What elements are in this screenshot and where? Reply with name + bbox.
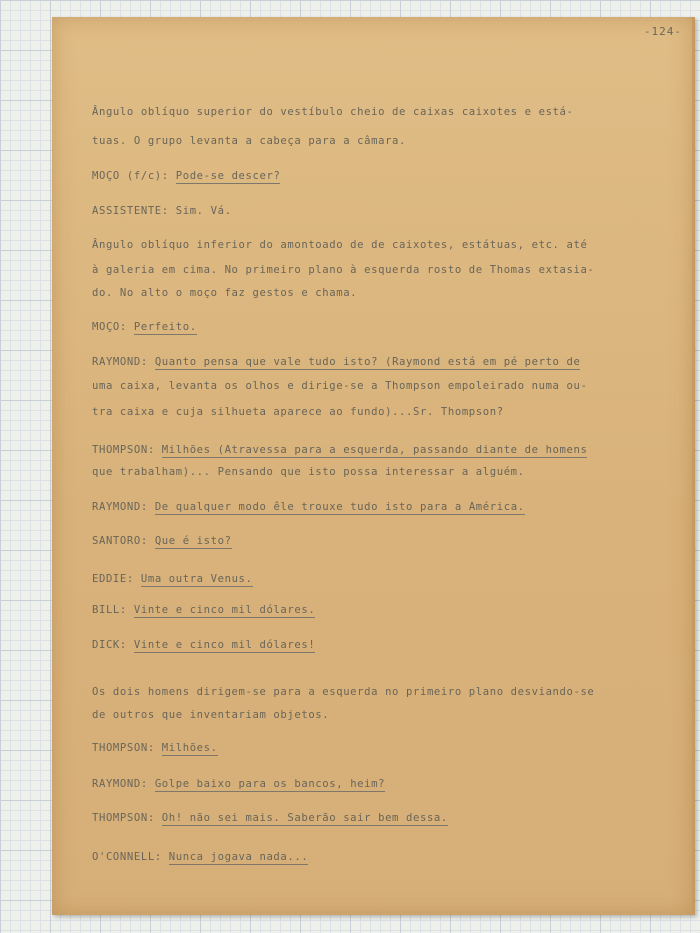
script-line: ASSISTENTE: Sim. Vá. <box>92 205 232 217</box>
speaker: MOÇO (f/c): <box>92 170 176 182</box>
script-line <box>92 355 678 369</box>
speaker: THOMPSON: <box>92 444 162 456</box>
script-line <box>92 500 678 514</box>
speaker: THOMPSON: <box>92 812 162 824</box>
script-line: tra caixa e cuja silhueta aparece ao fundo)...Sr. Thompson? <box>92 406 504 418</box>
dialogue: Golpe baixo para os bancos, heim? <box>154 778 386 790</box>
script-line <box>92 811 678 825</box>
script-line: do. No alto o moço faz gestos e chama. <box>92 287 358 299</box>
dialogue: Milhões (Atravessa para a esquerda, passando diante de homens <box>161 444 588 456</box>
script-line: que trabalham)... Pensando que isto possa interessar a alguém. <box>92 466 525 478</box>
speaker: MOÇO: <box>92 321 134 333</box>
script-line <box>92 534 678 548</box>
dialogue: Que é isto? <box>154 535 232 547</box>
script-line: Ângulo oblíquo inferior do amontoado de de caixotes, estátuas, etc. até <box>92 239 588 251</box>
speaker: O'CONNELL: <box>92 851 169 863</box>
speaker: RAYMOND: <box>92 356 155 368</box>
dialogue: Milhões. <box>161 742 218 754</box>
dialogue: Perfeito. <box>133 321 197 333</box>
script-line <box>92 169 678 183</box>
speaker: BILL: <box>92 604 134 616</box>
dialogue: Oh! não sei mais. Saberão sair bem dessa. <box>161 812 448 824</box>
script-line <box>92 741 678 755</box>
script-line <box>92 572 678 586</box>
script-line <box>92 638 678 652</box>
script-line <box>92 777 678 791</box>
dialogue: Vinte e cinco mil dólares! <box>133 639 316 651</box>
speaker: RAYMOND: <box>92 778 155 790</box>
script-line: Os dois homens dirigem-se para a esquerda no primeiro plano desviando-se <box>92 686 595 698</box>
speaker: THOMPSON: <box>92 742 162 754</box>
speaker: DICK: <box>92 639 134 651</box>
dialogue: Quanto pensa que vale tudo isto? (Raymond está em pé perto de <box>154 356 581 368</box>
script-line: à galeria em cima. No primeiro plano à esquerda rosto de Thomas extasia- <box>92 264 595 276</box>
dialogue: Uma outra Venus. <box>140 573 253 585</box>
speaker: SANTORO: <box>92 535 155 547</box>
dialogue: De qualquer modo êle trouxe tudo isto para a América. <box>154 501 525 513</box>
script-line: Ângulo oblíquo superior do vestíbulo cheio de caixas caixotes e está- <box>92 106 574 118</box>
speaker: EDDIE: <box>92 573 141 585</box>
script-line <box>92 850 678 864</box>
script-line: de outros que inventariam objetos. <box>92 709 330 721</box>
script-line: tuas. O grupo levanta a cabeça para a câmara. <box>92 135 407 147</box>
page-number: -124- <box>643 25 682 38</box>
dialogue: Nunca jogava nada... <box>168 851 309 863</box>
dialogue: Vinte e cinco mil dólares. <box>133 604 316 616</box>
script-line <box>92 603 678 617</box>
script-line: uma caixa, levanta os olhos e dirige-se a Thompson empoleirado numa ou- <box>92 380 588 392</box>
script-line <box>92 443 678 457</box>
dialogue: Pode-se descer? <box>175 170 281 182</box>
speaker: RAYMOND: <box>92 501 155 513</box>
script-line <box>92 320 678 334</box>
